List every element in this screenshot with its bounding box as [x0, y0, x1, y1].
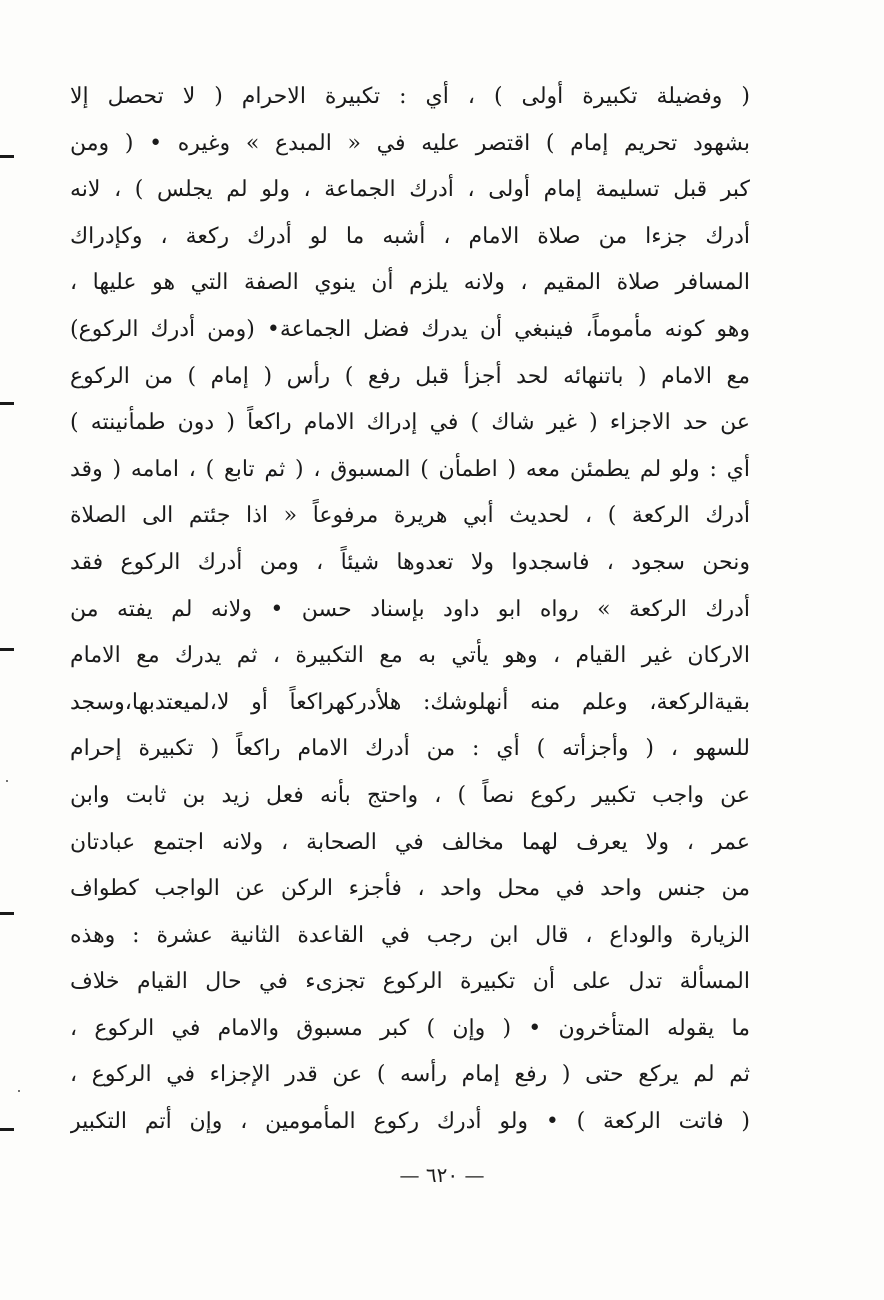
scan-edge-mark — [0, 1128, 14, 1131]
text-line: ونحن سجود ، فاسجدوا ولا تعدوها شيئاً ، ومن أدرك الركوع فقد — [70, 549, 750, 575]
text-line: أدرك الركعة » رواه ابو داود بإسناد حسن • ولانه لم يفته من — [70, 596, 750, 622]
text-line: الزيارة والوداع ، قال ابن رجب في القاعدة الثانية عشرة : وهذه — [70, 922, 750, 948]
text-line: وهو كونه مأموماً، فينبغي أن يدرك فضل الجماعة• (ومن أدرك الركوع) — [70, 316, 750, 342]
text-line: المسافر صلاة المقيم ، ولانه يلزم أن ينوي الصفة التي هو عليها ، — [70, 270, 750, 296]
text-line: كبر قبل تسليمة إمام أولى ، أدرك الجماعة ، ولو لم يجلس ) ، لانه — [70, 177, 750, 203]
text-line: عن حد الاجزاء ( غير شاك ) في إدراك الامام راكعاً ( دون طمأنينته ) — [70, 410, 750, 436]
text-line: ما يقوله المتأخرون • ( وإن ) كبر مسبوق والامام في الركوع ، — [70, 1015, 750, 1041]
scan-edge-mark — [0, 648, 14, 651]
text-line: بقيةالركعة، وعلم منه أنهلوشك: هلأدركهراكعاً أو لا،لميعتدبها،وسجد — [70, 689, 750, 715]
page-number: — ٦٢٠ — — [399, 1163, 485, 1187]
text-line: أدرك جزءا من صلاة الامام ، أشبه ما لو أدرك ركعة ، وكإدراك — [70, 223, 750, 249]
body-text — [70, 74, 750, 1146]
text-line: بشهود تحريم إمام ) اقتصر عليه في « المبدع » وغيره • ( ومن — [70, 130, 750, 156]
text-line: مع الامام ( باتنهائه لحد أجزأ قبل رفع ) رأس ( إمام ) من الركوع — [70, 363, 750, 389]
text-line: من جنس واحد في محل واحد ، فأجزء الركن عن الواجب كطواف — [70, 876, 750, 902]
text-line: عمر ، ولا يعرف لهما مخالف في الصحابة ، ولانه اجتمع عبادتان — [70, 829, 750, 855]
scan-speck — [6, 780, 8, 782]
text-line: الاركان غير القيام ، وهو يأتي به مع التكبيرة ، ثم يدرك مع الامام — [70, 643, 750, 669]
scan-speck — [18, 1090, 20, 1092]
text-line: ( وفضيلة تكبيرة أولى ) ، أي : تكبيرة الاحرام ( لا تحصل إلا — [70, 84, 750, 109]
text-line: أدرك الركعة ) ، لحديث أبي هريرة مرفوعاً « اذا جئتم الى الصلاة — [70, 503, 750, 529]
text-line: أي : ولو لم يطمئن معه ( اطمأن ) المسبوق ، ( ثم تابع ) ، امامه ( وقد — [70, 456, 750, 482]
scan-edge-mark — [0, 912, 14, 915]
text-line: ( فاتت الركعة ) • ولو أدرك ركوع المأمومين ، وإن أتم التكبير — [70, 1109, 750, 1135]
scan-edge-mark — [0, 155, 14, 158]
text-line: المسألة تدل على أن تكبيرة الركوع تجزىء في حال القيام خلاف — [70, 969, 750, 995]
text-line: عن واجب تكبير ركوع نصاً ) ، واحتج بأنه فعل زيد بن ثابت وابن — [70, 782, 750, 808]
text-line: ثم لم يركع حتى ( رفع إمام رأسه ) عن قدر الإجزاء في الركوع ، — [70, 1062, 750, 1088]
scan-edge-mark — [0, 402, 14, 405]
text-line: للسهو ، ( وأجزأته ) أي : من أدرك الامام راكعاً ( تكبيرة إحرام — [70, 736, 750, 762]
